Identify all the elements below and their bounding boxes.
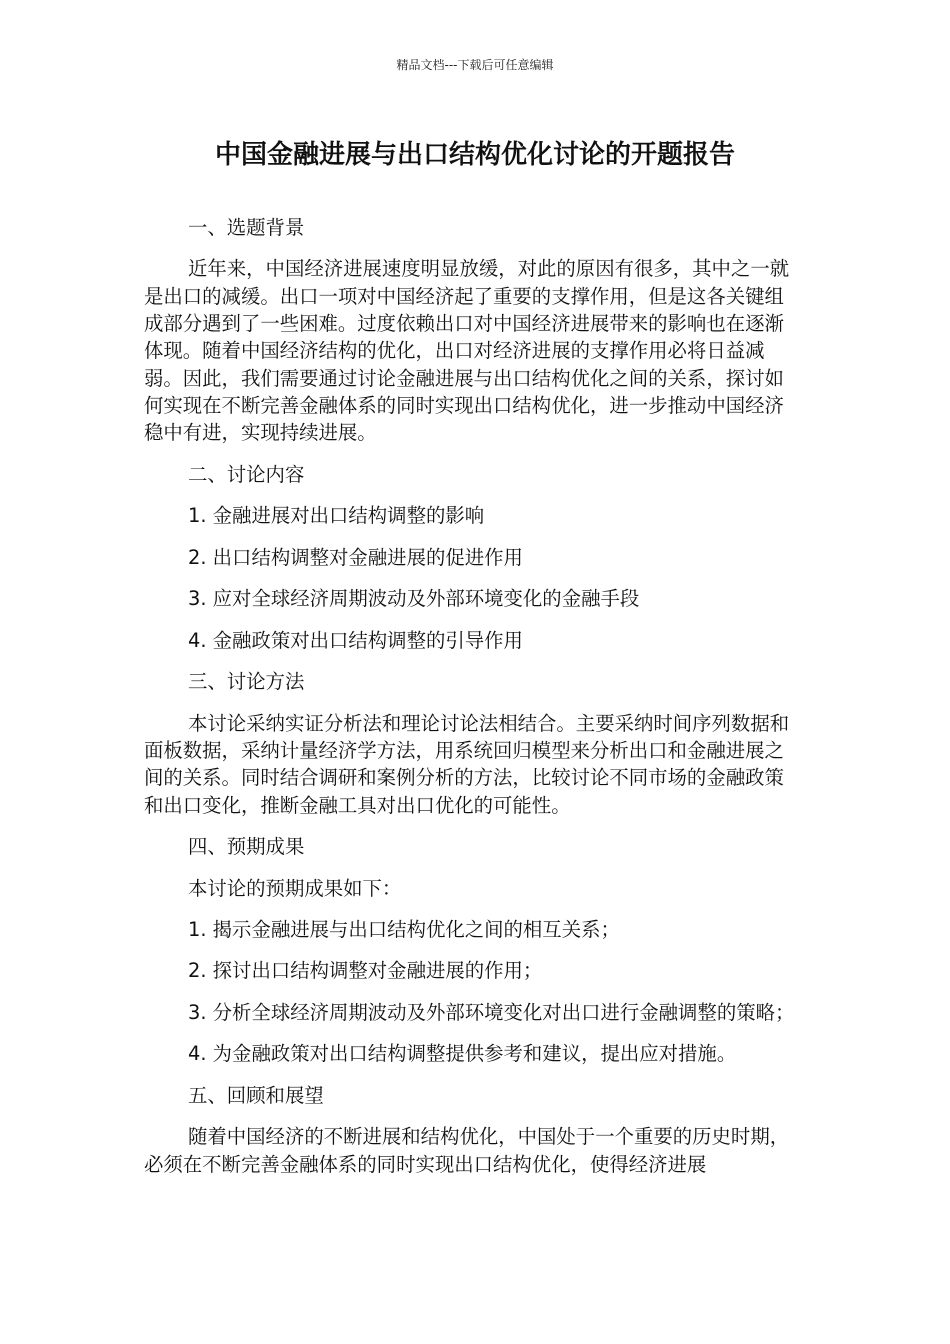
- content-list-item: 1. 金融进展对出口结构调整的影响: [188, 504, 485, 528]
- outcome-list-item: 4. 为金融政策对出口结构调整提供参考和建议，提出应对措施。: [188, 1042, 737, 1066]
- content-list-item: 2. 出口结构调整对金融进展的促进作用: [188, 545, 523, 569]
- outcome-list-item: 2. 探讨出口结构调整对金融进展的作用；: [188, 959, 543, 983]
- content-list-item: 4. 金融政策对出口结构调整的引导作用: [188, 628, 523, 652]
- paragraph-outcomes-intro: 本讨论的预期成果如下：: [188, 876, 402, 900]
- document-title: 中国金融进展与出口结构优化讨论的开题报告: [214, 140, 735, 170]
- section-heading-background: 一、选题背景: [188, 216, 305, 239]
- section-heading-content: 二、讨论内容: [188, 462, 305, 486]
- outcome-list-item: 3. 分析全球经济周期波动及外部环境变化对出口进行金融调整的策略；: [188, 1000, 795, 1024]
- outcome-list-item: 1. 揭示金融进展与出口结构优化之间的相互关系；: [188, 918, 620, 941]
- paragraph-method: 本讨论采纳实证分析法和理论讨论法相结合。主要采纳时间序列数据和面板数据，采纳计量经济学方法，用系统回归模型来分析出口和金融进展之间的关系。同时结合调研和案例分析的方法，比较讨论不同市场的金融政策和出口变化，推断金融工具对出口优化的可能性。: [144, 711, 790, 817]
- section-heading-review: 五、回顾和展望: [188, 1083, 324, 1107]
- paragraph-review: 随着中国经济的不断进展和结构优化，中国处于一个重要的历史时期，必须在不断完善金融体系的同时实现出口结构优化，使得经济进展: [144, 1125, 790, 1176]
- section-heading-method: 三、讨论方法: [188, 670, 305, 694]
- section-heading-outcomes: 四、预期成果: [188, 835, 305, 859]
- document-body: [144, 214, 797, 1192]
- content-list-item: 3. 应对全球经济周期波动及外部环境变化的金融手段: [188, 587, 640, 611]
- paragraph-background: 近年来，中国经济进展速度明显放缓，对此的原因有很多，其中之一就是出口的减缓。出口一项对中国经济起了重要的支撑作用，但是这各关键组成部分遇到了一些困难。过度依赖出口对中国经济进展带来的影响也在逐渐体现。随着中国经济结构的优化，出口对经济进展的支撑作用必将日益减弱。因此，我们需要通过讨论金融进展与出口结构优化之间的关系，探讨如何实现在不断完善金融体系的同时实现出口结构优化，进一步推动中国经济稳中有进，实现持续进展。: [144, 257, 790, 445]
- page-header-note: 精品文档---下载后可任意编辑: [396, 58, 554, 72]
